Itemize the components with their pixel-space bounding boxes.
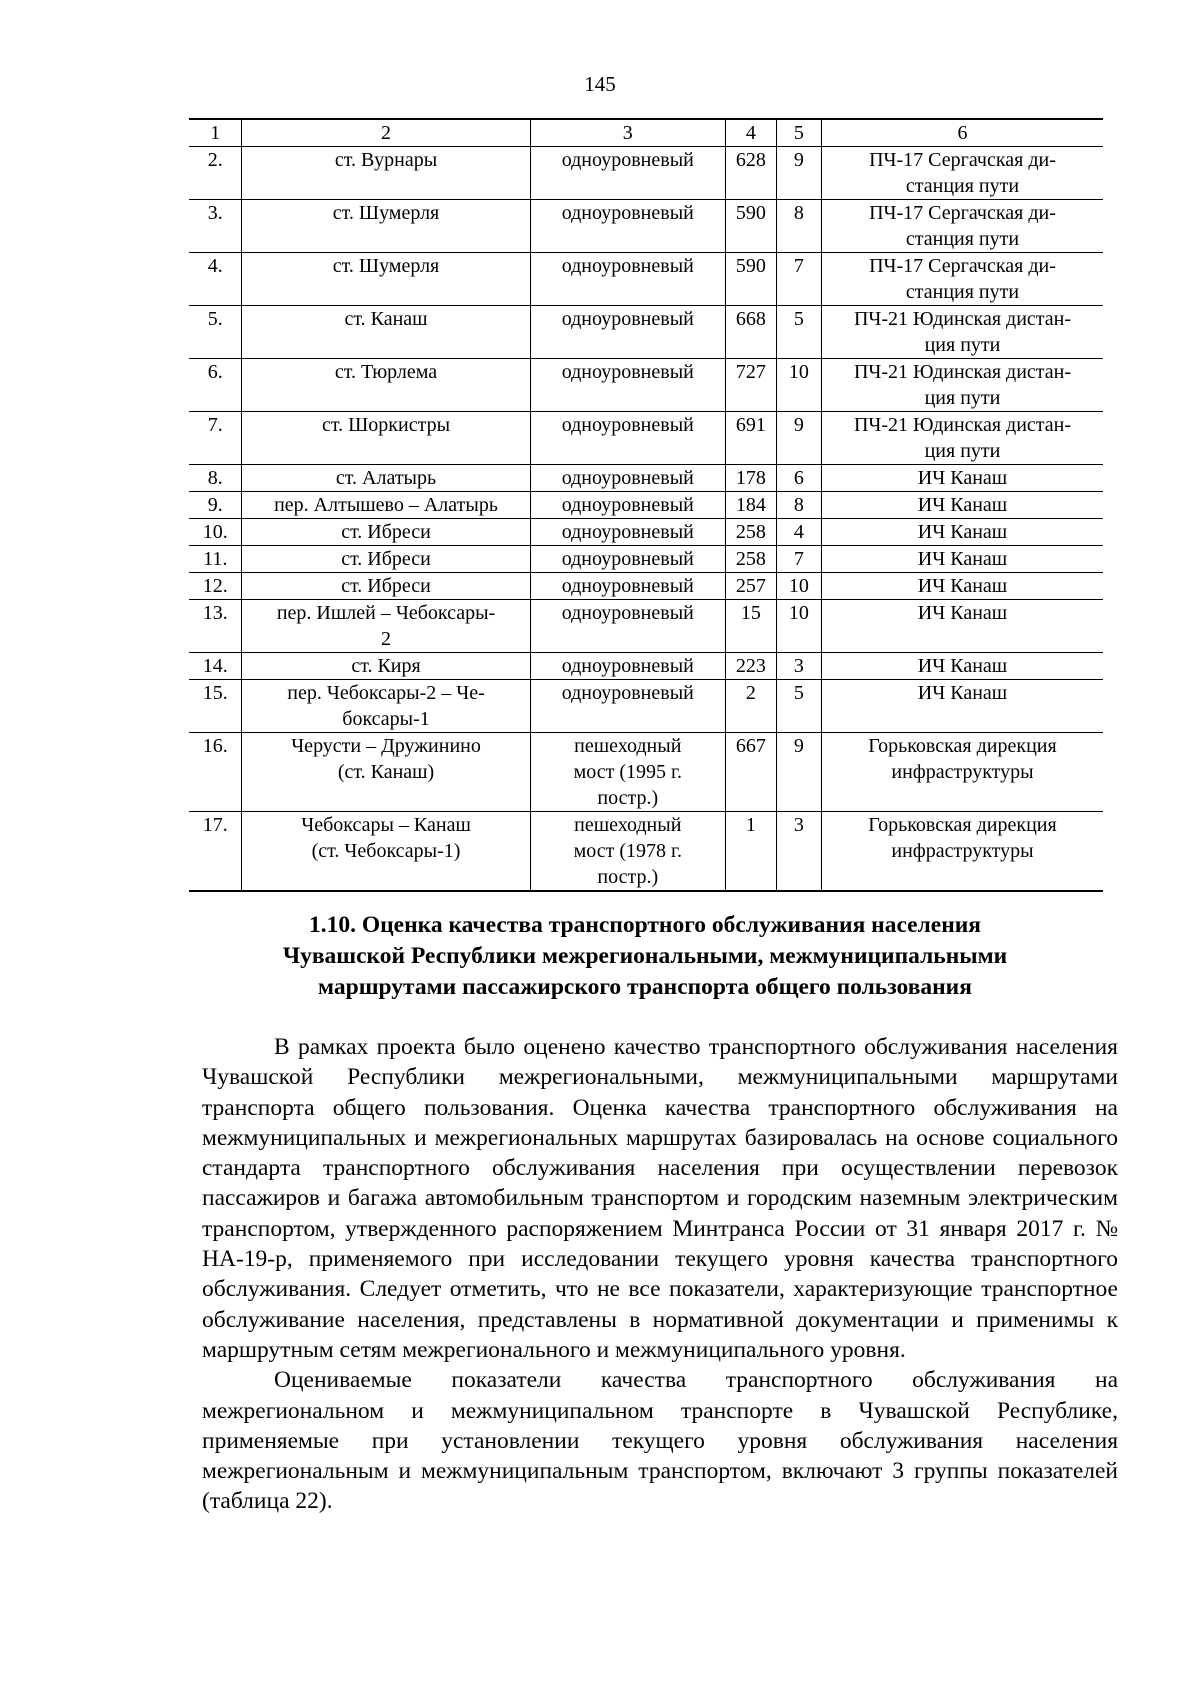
table-row (189, 492, 1103, 519)
num-cell: 10. (189, 519, 242, 546)
name-cell: ст. Вурнары (242, 147, 530, 200)
type-cell: одноуровневый (530, 600, 725, 653)
value-cell: 223 (725, 653, 776, 680)
type-cell: одноуровневый (530, 653, 725, 680)
type-cell: одноуровневый (530, 519, 725, 546)
table-row (189, 546, 1103, 573)
type-cell: одноуровневый (530, 492, 725, 519)
value-cell: 258 (725, 519, 776, 546)
num-cell: 8. (189, 465, 242, 492)
org-cell: ИЧ Канаш (821, 546, 1103, 573)
name-cell: пер. Ишлей – Чебоксары- 2 (242, 600, 530, 653)
name-cell: ст. Шумерля (242, 253, 530, 306)
name-cell: Черусти – Дружинино (ст. Канаш) (242, 733, 530, 812)
table-header-row (189, 119, 1103, 147)
header-cell: 2 (242, 119, 530, 147)
table-row (189, 519, 1103, 546)
name-cell: ст. Канаш (242, 306, 530, 359)
org-cell: ИЧ Канаш (821, 680, 1103, 733)
value-cell: 258 (725, 546, 776, 573)
body-text (202, 1032, 1118, 1517)
paragraph: Оцениваемые показатели качества транспортного обслуживания на межрегиональном и межмуниципальном транспорте в Чувашской Республике, применяемые при установлении текущего уровня обслуживания населения межрегиональным и межмуниципальным транспортом, включают 3 группы показателей (таблица 22). (202, 1367, 1118, 1515)
org-cell: ИЧ Канаш (821, 492, 1103, 519)
name-cell: ст. Киря (242, 653, 530, 680)
header-cell: 1 (189, 119, 242, 147)
num-cell: 15. (189, 680, 242, 733)
value-cell: 7 (776, 546, 821, 573)
table-row (189, 306, 1103, 359)
org-cell: ИЧ Канаш (821, 519, 1103, 546)
crossings-table (189, 118, 1103, 892)
org-cell: ИЧ Канаш (821, 465, 1103, 492)
org-cell: ПЧ-21 Юдинская дистан- ция пути (821, 359, 1103, 412)
org-cell: ИЧ Канаш (821, 653, 1103, 680)
num-cell: 2. (189, 147, 242, 200)
value-cell: 3 (776, 653, 821, 680)
value-cell: 7 (776, 253, 821, 306)
name-cell: ст. Ибреси (242, 519, 530, 546)
table-row (189, 653, 1103, 680)
table-row (189, 733, 1103, 812)
num-cell: 17. (189, 812, 242, 892)
org-cell: Горьковская дирекция инфраструктуры (821, 812, 1103, 892)
type-cell: одноуровневый (530, 573, 725, 600)
value-cell: 667 (725, 733, 776, 812)
table-row (189, 200, 1103, 253)
value-cell: 4 (776, 519, 821, 546)
name-cell: ст. Алатырь (242, 465, 530, 492)
value-cell: 257 (725, 573, 776, 600)
type-cell: одноуровневый (530, 359, 725, 412)
value-cell: 668 (725, 306, 776, 359)
type-cell: пешеходный мост (1995 г. постр.) (530, 733, 725, 812)
type-cell: одноуровневый (530, 147, 725, 200)
type-cell: одноуровневый (530, 465, 725, 492)
org-cell: ИЧ Канаш (821, 600, 1103, 653)
table-row (189, 147, 1103, 200)
name-cell: пер. Алтышево – Алатырь (242, 492, 530, 519)
org-cell: ПЧ-17 Сергачская ди- станция пути (821, 147, 1103, 200)
value-cell: 9 (776, 412, 821, 465)
value-cell: 1 (725, 812, 776, 892)
name-cell: ст. Шумерля (242, 200, 530, 253)
table-row (189, 573, 1103, 600)
num-cell: 3. (189, 200, 242, 253)
table-row (189, 412, 1103, 465)
type-cell: пешеходный мост (1978 г. постр.) (530, 812, 725, 892)
name-cell: ст. Тюрлема (242, 359, 530, 412)
name-cell: ст. Ибреси (242, 573, 530, 600)
num-cell: 9. (189, 492, 242, 519)
name-cell: Чебоксары – Канаш (ст. Чебоксары-1) (242, 812, 530, 892)
section-heading: 1.10. Оценка качества транспортного обслуживания населения Чувашской Республики межрегиональными, межмуниципальными маршрутами пассажирского транспорта общего пользования (282, 912, 1008, 1000)
name-cell: ст. Ибреси (242, 546, 530, 573)
value-cell: 5 (776, 680, 821, 733)
type-cell: одноуровневый (530, 200, 725, 253)
name-cell: ст. Шоркистры (242, 412, 530, 465)
num-cell: 11. (189, 546, 242, 573)
header-cell: 5 (776, 119, 821, 147)
value-cell: 590 (725, 253, 776, 306)
value-cell: 15 (725, 600, 776, 653)
header-cell: 3 (530, 119, 725, 147)
org-cell: Горьковская дирекция инфраструктуры (821, 733, 1103, 812)
value-cell: 3 (776, 812, 821, 892)
type-cell: одноуровневый (530, 306, 725, 359)
value-cell: 9 (776, 147, 821, 200)
org-cell: ПЧ-17 Сергачская ди- станция пути (821, 253, 1103, 306)
value-cell: 628 (725, 147, 776, 200)
page-number: 145 (584, 72, 616, 96)
table-row (189, 680, 1103, 733)
table-row (189, 812, 1103, 892)
num-cell: 6. (189, 359, 242, 412)
table-row (189, 600, 1103, 653)
table-row (189, 253, 1103, 306)
value-cell: 8 (776, 492, 821, 519)
table-row (189, 359, 1103, 412)
num-cell: 4. (189, 253, 242, 306)
value-cell: 6 (776, 465, 821, 492)
value-cell: 691 (725, 412, 776, 465)
type-cell: одноуровневый (530, 680, 725, 733)
value-cell: 8 (776, 200, 821, 253)
table-row (189, 465, 1103, 492)
type-cell: одноуровневый (530, 546, 725, 573)
num-cell: 16. (189, 733, 242, 812)
value-cell: 2 (725, 680, 776, 733)
org-cell: ИЧ Канаш (821, 573, 1103, 600)
value-cell: 184 (725, 492, 776, 519)
value-cell: 727 (725, 359, 776, 412)
type-cell: одноуровневый (530, 412, 725, 465)
value-cell: 10 (776, 359, 821, 412)
paragraph: В рамках проекта было оценено качество транспортного обслуживания населения Чувашской Республики межрегиональными, межмуниципальными маршрутами транспорта общего пользования. Оценка качества транспортного обслуживания на межмуниципальных и межрегиональных маршрутах базировалась на основе социального стандарта транспортного обслуживания населения при осуществлении перевозок пассажиров и багажа автомобильным транспортом и городским наземным электрическим транспортом, утвержденного распоряжением Минтранса России от 31 января 2017 г. № НА-19-р, применяемого при исследовании текущего уровня качества транспортного обслуживания. Следует отметить, что не все показатели, характеризующие транспортное обслуживание населения, представлены в нормативной документации и применимы к маршрутным сетям межрегионального и межмуниципального уровня. (202, 1034, 1118, 1363)
num-cell: 13. (189, 600, 242, 653)
num-cell: 7. (189, 412, 242, 465)
num-cell: 14. (189, 653, 242, 680)
num-cell: 5. (189, 306, 242, 359)
org-cell: ПЧ-21 Юдинская дистан- ция пути (821, 412, 1103, 465)
value-cell: 10 (776, 600, 821, 653)
org-cell: ПЧ-21 Юдинская дистан- ция пути (821, 306, 1103, 359)
value-cell: 9 (776, 733, 821, 812)
org-cell: ПЧ-17 Сергачская ди- станция пути (821, 200, 1103, 253)
name-cell: пер. Чебоксары-2 – Че- боксары-1 (242, 680, 530, 733)
num-cell: 12. (189, 573, 242, 600)
header-cell: 6 (821, 119, 1103, 147)
value-cell: 178 (725, 465, 776, 492)
value-cell: 10 (776, 573, 821, 600)
type-cell: одноуровневый (530, 253, 725, 306)
value-cell: 5 (776, 306, 821, 359)
value-cell: 590 (725, 200, 776, 253)
header-cell: 4 (725, 119, 776, 147)
